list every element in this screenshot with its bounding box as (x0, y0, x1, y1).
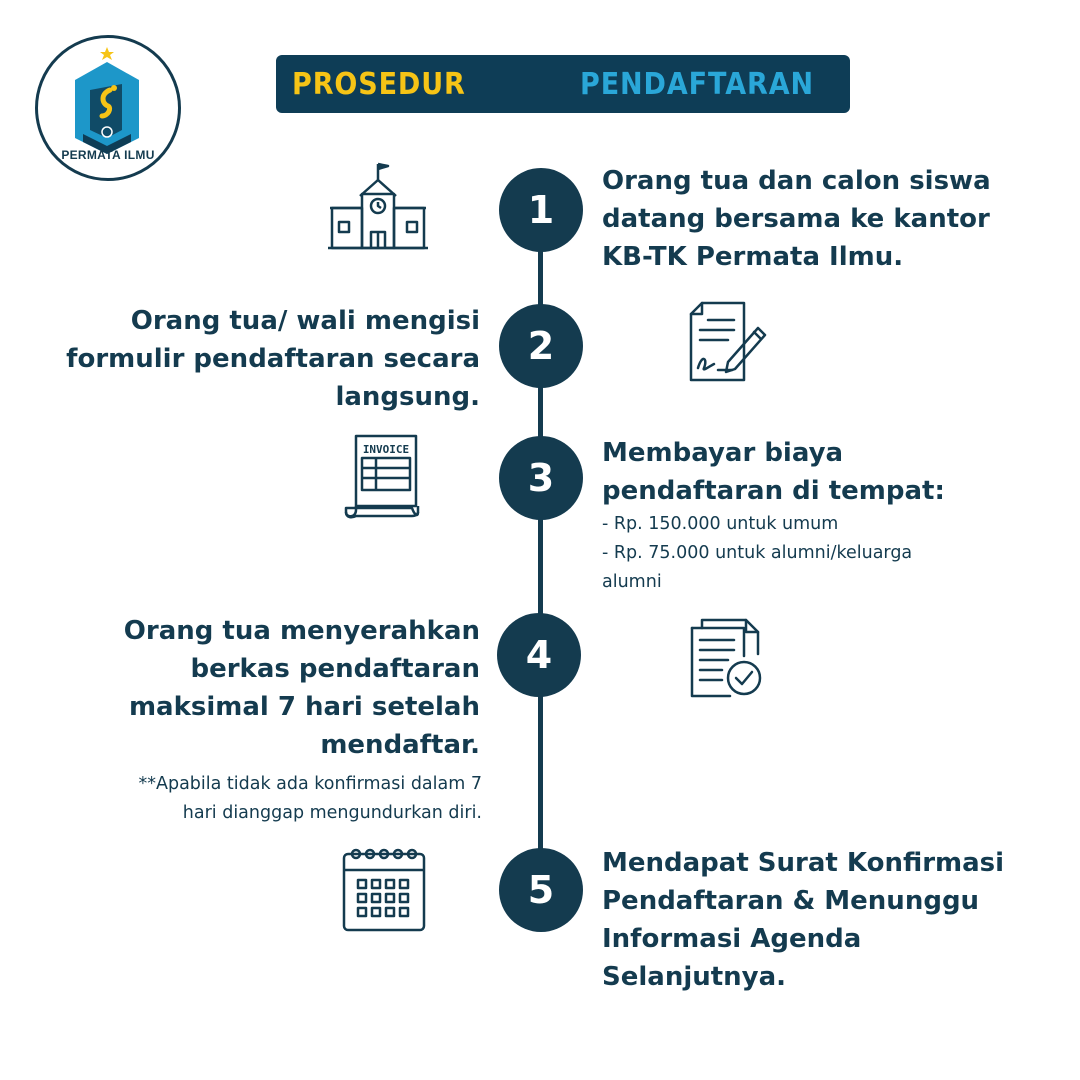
step-3-circle: 3 (499, 436, 583, 520)
step-4-circle: 4 (497, 613, 581, 697)
step-3-line: Membayar biaya (602, 438, 844, 468)
step-5-line: Pendaftaran & Menunggu (602, 886, 980, 916)
step-3-detail: - Rp. 150.000 untuk umum (602, 514, 839, 534)
step-1-line: Orang tua dan calon siswa (602, 166, 991, 196)
invoice-label: INVOICE (362, 443, 410, 456)
step-1-line: KB-TK Permata Ilmu. (602, 242, 904, 272)
step-5-line: Selanjutnya. (602, 962, 787, 992)
school-building-icon (328, 160, 428, 252)
step-3-line: pendaftaran di tempat: (602, 476, 945, 506)
signed-document-icon (688, 300, 768, 384)
invoice-icon (342, 432, 422, 522)
logo-text: PERMATA ILMU (61, 148, 155, 162)
step-4-line: berkas pendaftaran (190, 654, 480, 684)
title-left: PROSEDUR (292, 67, 466, 102)
step-2-circle: 2 (499, 304, 583, 388)
step-2-line: formulir pendaftaran secara (66, 344, 480, 374)
step-4-note (139, 770, 483, 828)
step-5-line: Informasi Agenda (602, 924, 862, 954)
step-3-detail: - Rp. 75.000 untuk alumni/keluarga (602, 543, 913, 563)
approved-documents-icon (688, 616, 768, 700)
page-title-bar (276, 55, 850, 113)
step-4-line: Orang tua menyerahkan (123, 616, 480, 646)
step-5-circle: 5 (499, 848, 583, 932)
title-right: PENDAFTARAN (580, 67, 814, 102)
step-2-line: langsung. (335, 382, 480, 412)
step-4-text (124, 612, 480, 764)
step-3-details (602, 510, 912, 597)
step-1-line: datang bersama ke kantor (602, 204, 990, 234)
step-2-line: Orang tua/ wali mengisi (130, 306, 480, 336)
step-3-detail: alumni (602, 572, 662, 592)
step-4-line: maksimal 7 hari setelah (128, 692, 480, 722)
step-1-text (602, 162, 991, 276)
step-5-line: Mendapat Surat Konfirmasi (602, 848, 1005, 878)
step-3-text (602, 434, 945, 510)
step-1-circle: 1 (499, 168, 583, 252)
step-5-text (602, 844, 1004, 996)
calendar-icon (340, 844, 428, 934)
step-4-line: mendaftar. (320, 730, 480, 760)
step-2-text (66, 302, 480, 416)
permata-ilmu-logo (35, 35, 181, 181)
step-4-note-line: **Apabila tidak ada konfirmasi dalam 7 (138, 774, 482, 794)
step-4-note-line: hari dianggap mengundurkan diri. (182, 803, 482, 823)
